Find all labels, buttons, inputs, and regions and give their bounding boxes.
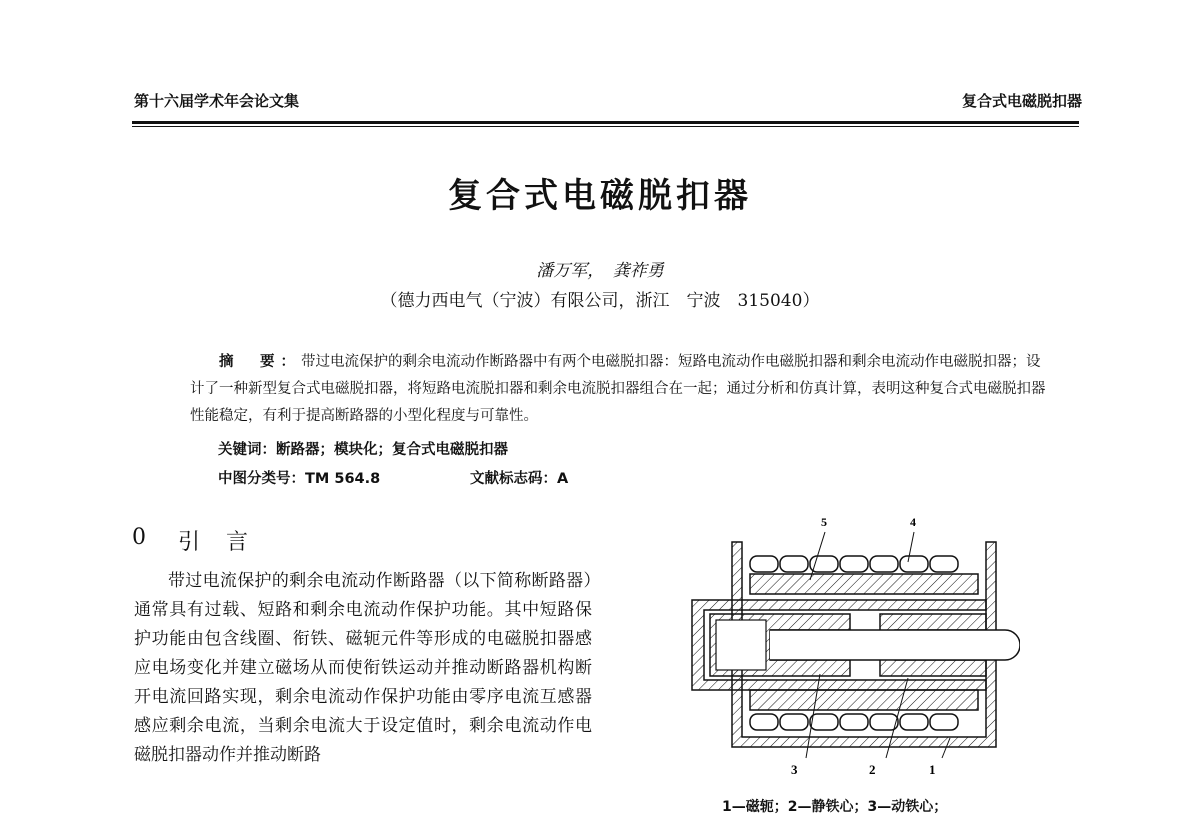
push-rod <box>770 630 1020 660</box>
header-rule-thick <box>132 121 1079 124</box>
figure-label-2: 2 <box>869 762 876 777</box>
running-header-right: 复合式电磁脱扣器 <box>961 92 1082 110</box>
document-code: 文献标志码：A <box>470 471 569 487</box>
section-title: 引言 <box>178 530 275 555</box>
figure-caption: 1—磁轭；2—静铁心；3—动铁心； <box>722 799 948 815</box>
bobbin-upper <box>750 574 978 594</box>
figure-label-1: 1 <box>929 762 936 777</box>
header-rule-thin <box>132 126 1079 127</box>
abstract-text: 带过电流保护的剩余电流动作断路器中有两个电磁脱扣器：短路电流动作电磁脱扣器和剩余电流动作电磁脱扣器；设计了一种新型复合式电磁脱扣器，将短路电流脱扣器和剩余电流脱扣器组合在一起；通过分析和仿真计算，表明这种复合式电磁脱扣器性能稳定，有利于提高断路器的小型化程度与可靠性。 <box>190 354 1046 424</box>
abstract-label: 摘 要： <box>219 354 301 370</box>
paper-title: 复合式电磁脱扣器 <box>448 176 752 216</box>
moving-core-bore <box>716 620 766 670</box>
classification-number: 中图分类号：TM 564.8 <box>218 471 381 487</box>
figure-label-5: 5 <box>821 515 827 529</box>
coil-winding-top <box>750 556 958 572</box>
keywords: 关键词：断路器；模块化；复合式电磁脱扣器 <box>218 442 508 458</box>
abstract <box>190 349 1052 430</box>
body-paragraph: 带过电流保护的剩余电流动作断路器（以下简称断路器）通常具有过载、短路和剩余电流动作保护功能。其中短路保护功能由包含线圈、衔铁、磁轭元件等形成的电磁脱扣器感应电场变化并建立磁场从而使衔铁运动并推动断路器机构断开电流回路实现，剩余电流动作保护功能由零序电流互感器感应剩余电流，当剩余电流大于设定值时，剩余电流动作电磁脱扣器动作并推动断路 <box>134 571 592 765</box>
affiliation: （德力西电气（宁波）有限公司，浙江 宁波 315040） <box>380 291 820 311</box>
running-header-left: 第十六届学术年会论文集 <box>134 92 300 110</box>
trip-unit-diagram <box>680 510 1020 780</box>
bobbin-lower <box>750 690 978 710</box>
authors: 潘万军， 龚祚勇 <box>536 261 664 281</box>
coil-winding-bottom <box>750 714 958 730</box>
figure-label-3: 3 <box>791 762 798 777</box>
section-number: 0 <box>132 525 146 550</box>
figure-label-4: 4 <box>910 515 916 529</box>
